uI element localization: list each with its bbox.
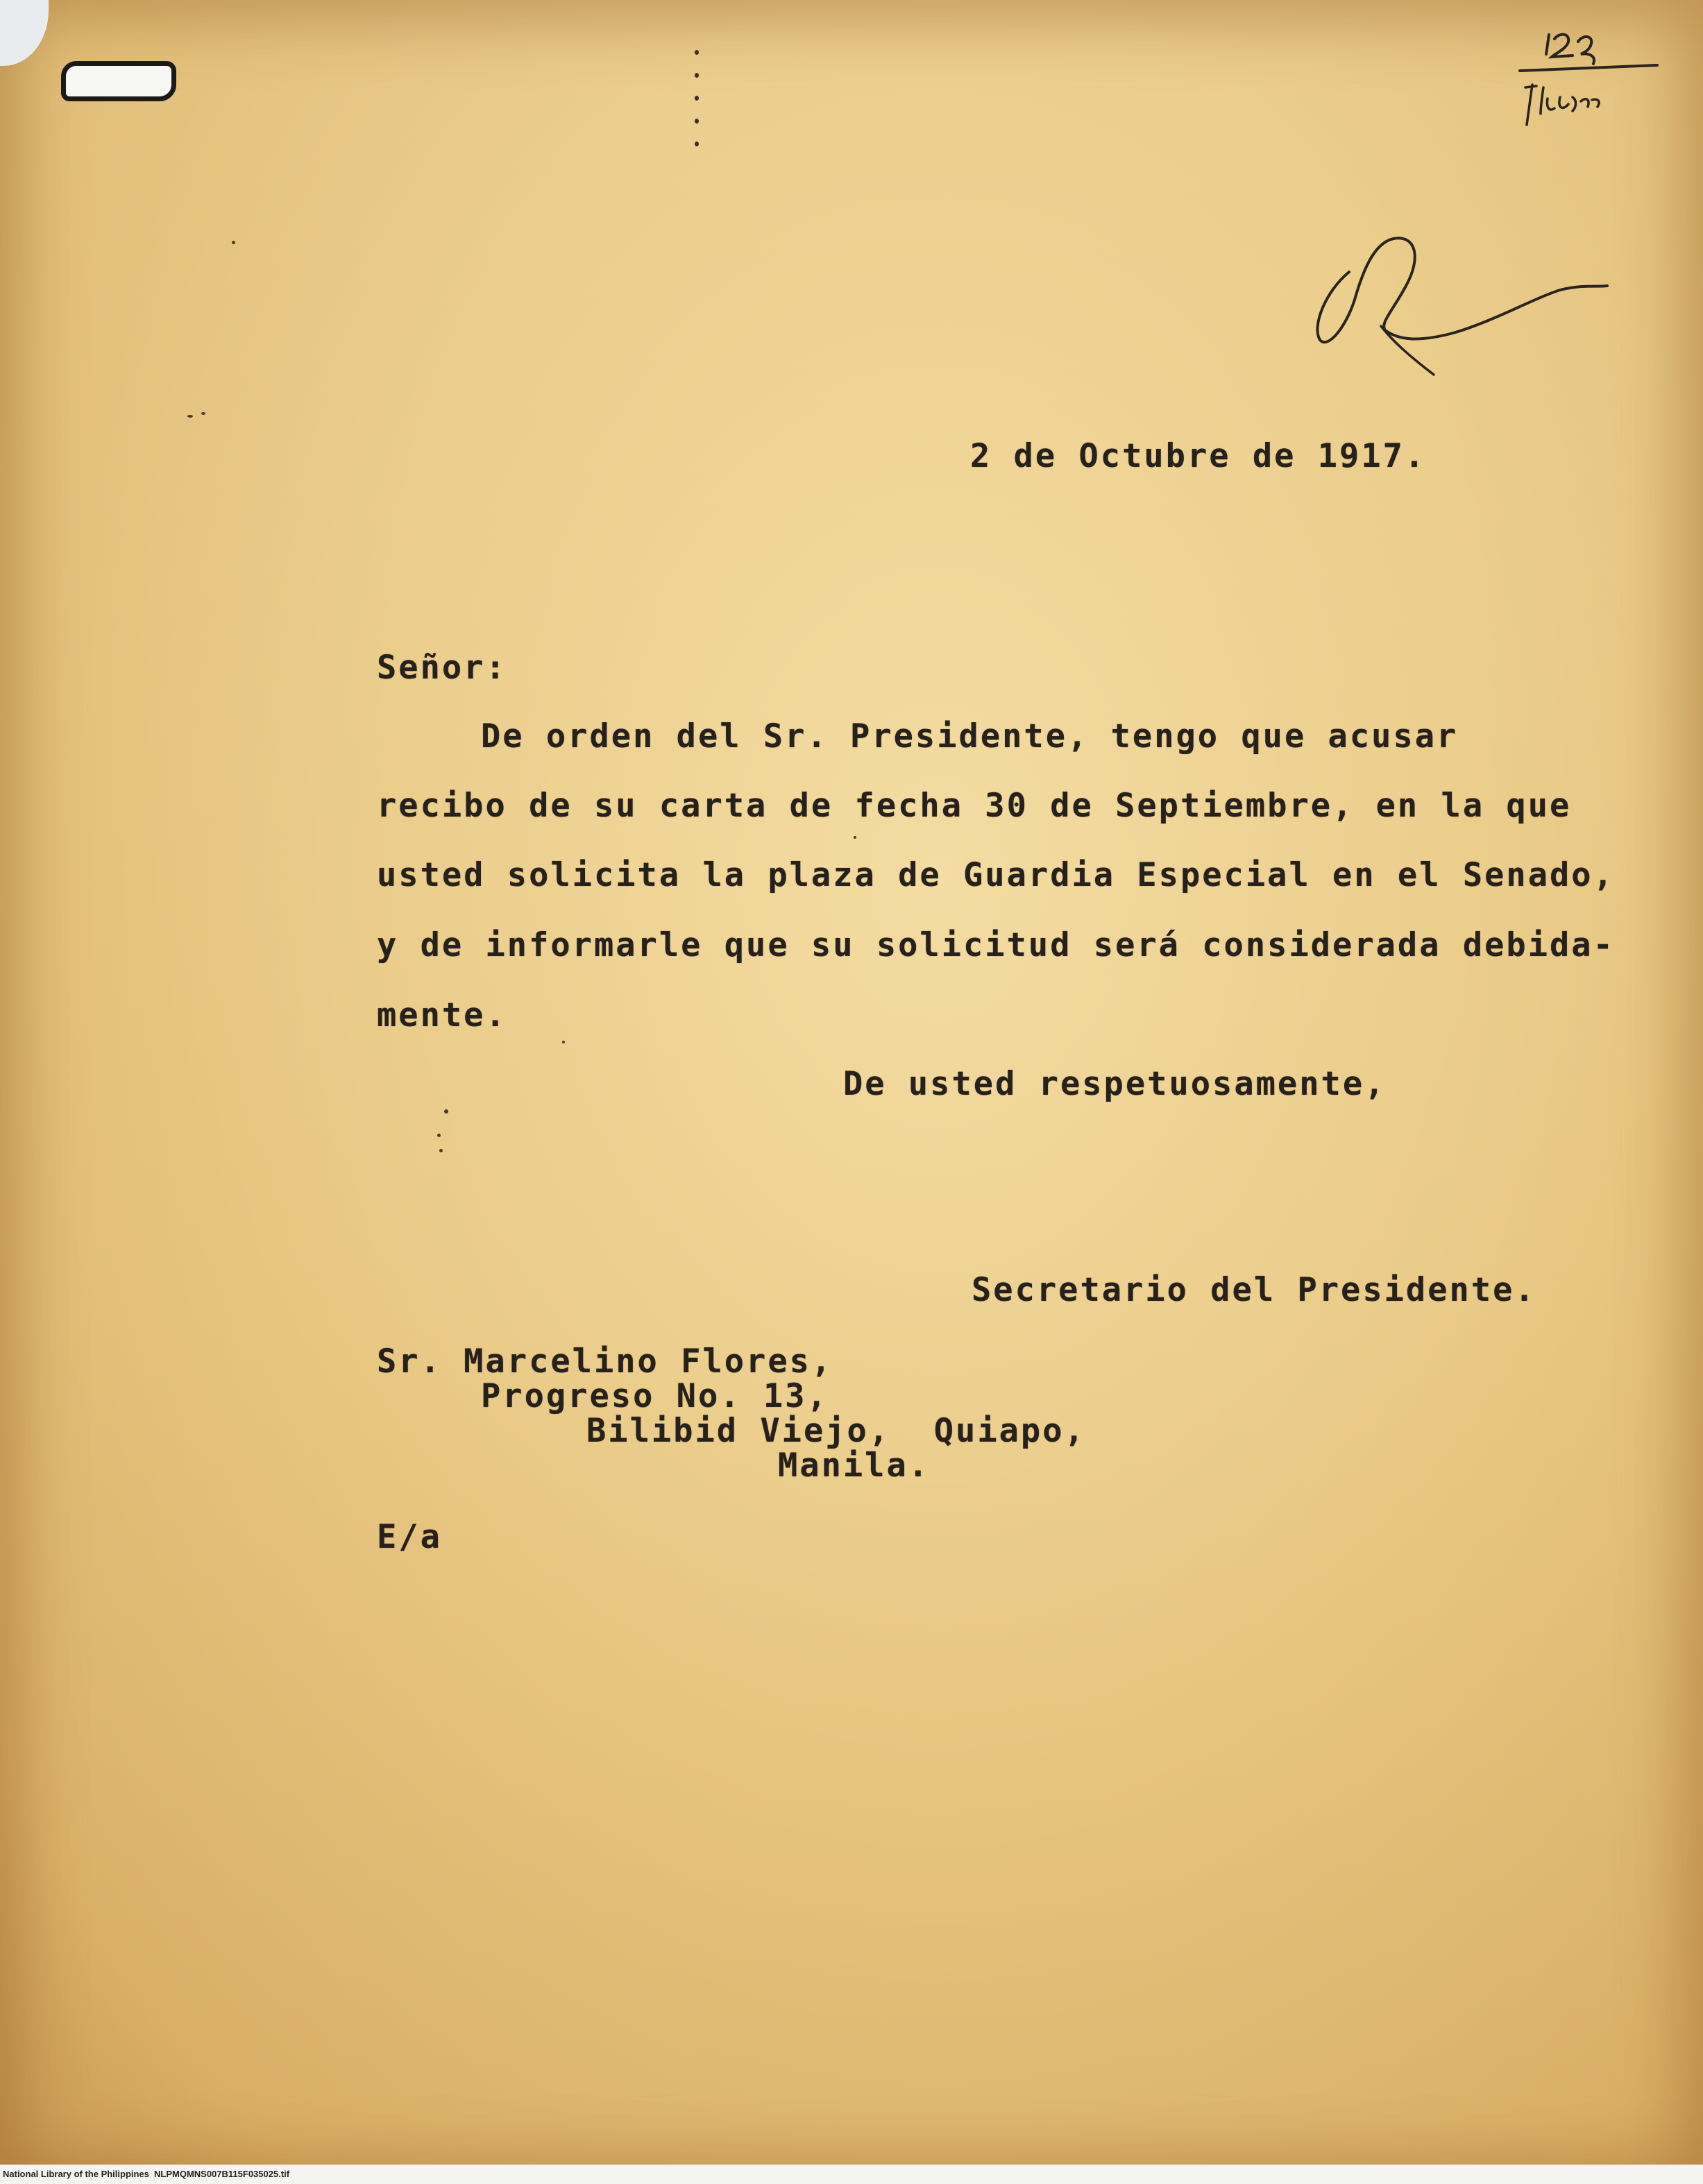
punch-hole <box>61 61 176 101</box>
staple-dots <box>695 50 700 154</box>
signature-title: Secretario del Presidente. <box>972 1271 1536 1309</box>
recipient-name: Sr. Marcelino Flores, <box>377 1342 833 1381</box>
ink-speck <box>201 412 205 415</box>
scan-footer <box>0 2165 1703 2184</box>
ink-speck <box>187 415 193 418</box>
ink-speck <box>444 1109 448 1114</box>
body-line: usted solicita la plaza de Guardia Especial en el Senado, <box>377 856 1615 894</box>
institution-label: National Library of the Philippines <box>3 2169 149 2179</box>
ink-speck <box>562 1041 565 1043</box>
ink-speck <box>232 241 235 244</box>
ink-speck <box>854 836 856 839</box>
recipient-district: Bilibid Viejo, Quiapo, <box>586 1412 1086 1450</box>
typist-initials: E/a <box>377 1518 442 1556</box>
letter-date: 2 de Octubre de 1917. <box>970 437 1427 475</box>
handwritten-file-number <box>1506 21 1672 132</box>
handwritten-initial-mark <box>1305 222 1624 389</box>
ink-speck <box>437 1134 441 1137</box>
scan-filename: NLPMQMNS007B115F035025.tif <box>154 2169 290 2179</box>
recipient-city: Manila. <box>778 1447 931 1485</box>
body-line: mente. <box>377 996 507 1034</box>
body-line: recibo de su carta de fecha 30 de Septiembre, en la que <box>377 787 1572 825</box>
body-line: De orden del Sr. Presidente, tengo que acusar <box>481 717 1459 756</box>
recipient-street: Progreso No. 13, <box>481 1377 829 1415</box>
complimentary-close: De usted respetuosamente, <box>843 1065 1387 1103</box>
salutation: Señor: <box>377 649 507 687</box>
ink-speck <box>439 1149 443 1152</box>
body-line: y de informarle que su solicitud será considerada debida- <box>377 926 1615 964</box>
